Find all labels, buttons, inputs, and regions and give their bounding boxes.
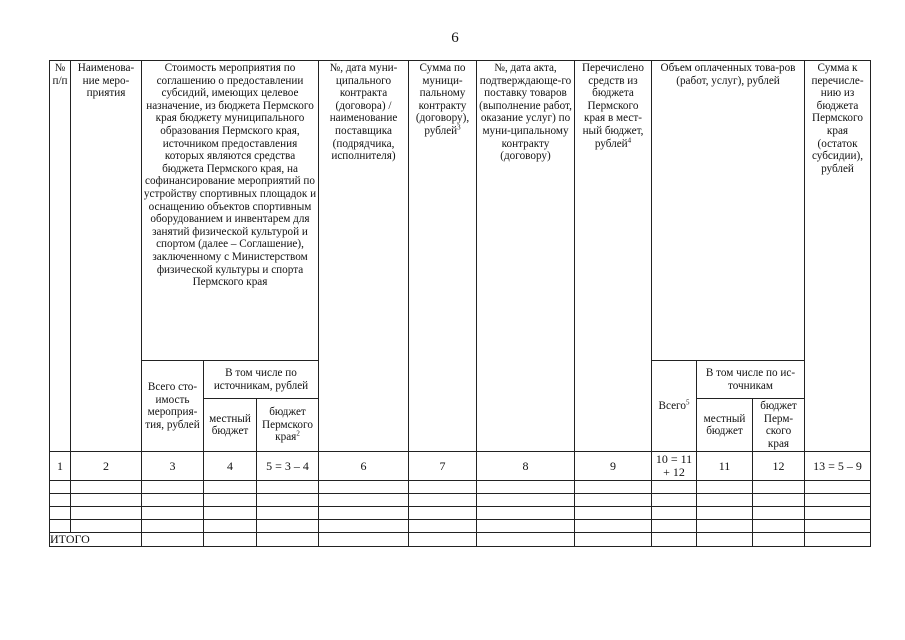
- table-row: [50, 506, 871, 519]
- header-transferred-text: Перечислено средств из бюджета Пермского края в мест-ный бюджет, рублей: [581, 62, 645, 150]
- header-paid-total-sup: 5: [685, 398, 690, 407]
- table-row: [50, 519, 871, 532]
- header-event-name: Наименова-ние меро-приятия: [71, 61, 142, 452]
- header-contract-sum-sup: 3: [457, 123, 461, 132]
- header-delivery-act: №, дата акта, подтверждающе-го поставку товаров (выполнение работ, оказание услуг) по муни-ципальному контракту (договору): [477, 61, 575, 452]
- header-total-cost: Всего сто-имость мероприя-тия, рублей: [142, 361, 204, 452]
- total-label: ИТОГО: [50, 532, 142, 546]
- header-regional-budget-text: бюджет Пермского края: [262, 406, 313, 444]
- header-paid-volume: Объем оплаченных това-ров (работ, услуг), рублей: [652, 61, 805, 361]
- column-number-cell: 13 = 5 – 9: [805, 452, 871, 480]
- header-transferred: [575, 61, 652, 452]
- header-by-source: В том числе по источникам, рублей: [204, 361, 319, 399]
- table-row: [50, 493, 871, 506]
- header-contract: №, дата муни-ципального контракта (договора) / наименование поставщика (подрядчика, исполнителя): [319, 61, 409, 452]
- header-agreement-cost: Стоимость мероприятия по соглашению о предоставлении субсидий, имеющих целевое назначение, из бюджета Пермского края бюджету муниципального образования Пермского края, источником предоставления которых являются средства бюджета Пермского края, на софинансирование мероприятий по устройству спортивных площадок и оснащению объектов спортивным оборудованием и инвентарем для занятий физической культурой и спортом (далее – Соглашение), заключенному с Министерством физической культуры и спорта Пермского края: [142, 61, 319, 361]
- column-number-cell: 5 = 3 – 4: [257, 452, 319, 480]
- header-number: № п/п: [50, 61, 71, 452]
- column-number-cell: 9: [575, 452, 652, 480]
- column-number-cell: 10 = 11 + 12: [652, 452, 697, 480]
- table-row: [50, 480, 871, 493]
- total-row: [50, 532, 871, 546]
- column-number-cell: 12: [753, 452, 805, 480]
- report-table: [49, 60, 871, 547]
- header-paid-regional-budget: бюджет Перм-ского края: [753, 399, 805, 452]
- column-number-cell: 6: [319, 452, 409, 480]
- column-number-cell: 4: [204, 452, 257, 480]
- header-contract-sum: [409, 61, 477, 452]
- column-number-cell: 7: [409, 452, 477, 480]
- page-number: 6: [451, 30, 459, 46]
- header-transferred-sup: 4: [627, 135, 632, 144]
- header-paid-total-text: Всего: [658, 399, 686, 412]
- column-number-cell: 2: [71, 452, 142, 480]
- header-sum-to-transfer: Сумма к перечисле-нию из бюджета Пермского края (остаток субсидии), рублей: [805, 61, 871, 452]
- header-regional-budget-sup: 2: [296, 429, 300, 438]
- header-paid-total: [652, 361, 697, 452]
- header-regional-budget: [257, 399, 319, 452]
- column-number-cell: 8: [477, 452, 575, 480]
- header-paid-local-budget: местный бюджет: [697, 399, 753, 452]
- column-number-cell: 3: [142, 452, 204, 480]
- header-paid-by-source: В том числе по ис-точникам: [697, 361, 805, 399]
- column-number-cell: 11: [697, 452, 753, 480]
- column-number-cell: 1: [50, 452, 71, 480]
- header-local-budget: местный бюджет: [204, 399, 257, 452]
- header-contract-sum-text: Сумма по муници-пальному контракту (договору), рублей: [415, 62, 470, 137]
